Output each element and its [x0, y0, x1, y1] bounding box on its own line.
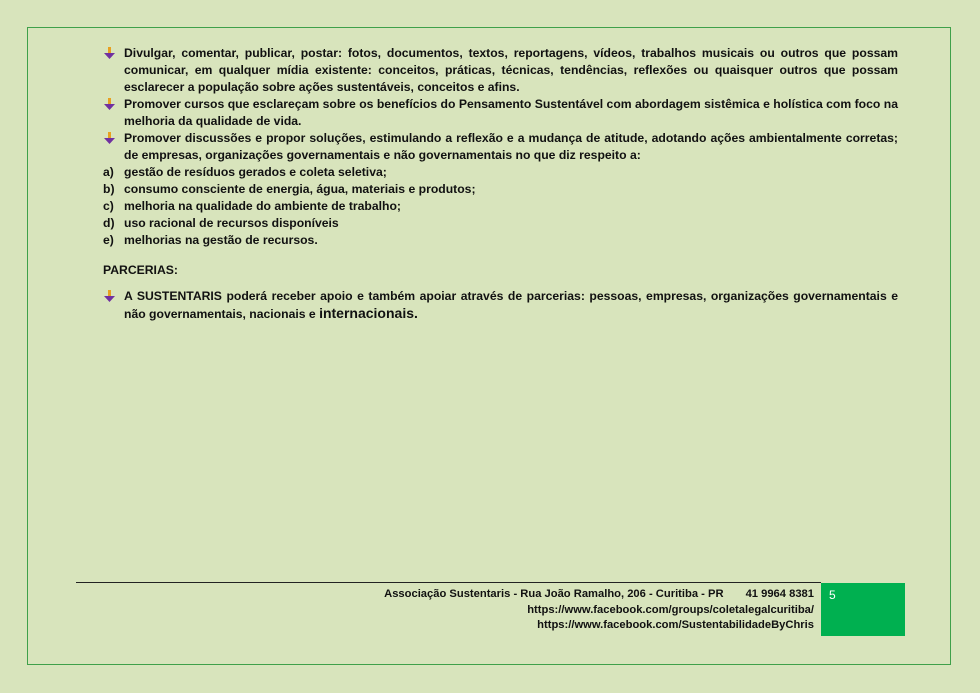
footer-divider	[76, 582, 821, 583]
bullet-item	[103, 288, 898, 323]
arrow-bullet-icon	[103, 132, 116, 145]
bullet-item	[103, 96, 898, 130]
footer-link-group[interactable]: https://www.facebook.com/groups/coletalegalcuritiba/	[527, 603, 814, 616]
page-number-box	[821, 583, 905, 636]
list-text: melhorias na gestão de recursos.	[124, 233, 318, 247]
list-item	[103, 215, 898, 232]
list-text: consumo consciente de energia, água, materiais e produtos;	[124, 182, 476, 196]
list-letter: e)	[103, 233, 114, 247]
list-item	[103, 232, 898, 249]
list-text: melhoria na qualidade do ambiente de trabalho;	[124, 199, 401, 213]
footer-address: Associação Sustentaris - Rua João Ramalho, 206 - Curitiba - PR	[384, 588, 724, 600]
arrow-bullet-icon	[103, 290, 116, 303]
bullet-text-emphasis: internacionais.	[319, 305, 418, 321]
footer-link-page[interactable]: https://www.facebook.com/SustentabilidadeByChris	[537, 619, 814, 631]
footer	[384, 587, 814, 634]
arrow-bullet-icon	[103, 47, 116, 60]
bullet-item	[103, 45, 898, 96]
bullet-text: Promover discussões e propor soluções, estimulando a reflexão e a mudança de atitude, adotando ações ambientalmente corretas; de empresas, organizações governamentais e não governamentais no que diz respeito a:	[124, 131, 898, 162]
bullet-text: A SUSTENTARIS poderá receber apoio e também apoiar através de parcerias: pessoas, empresas, organizações governamentais e não governamentais, nacionais e	[124, 289, 898, 321]
list-letter: a)	[103, 165, 114, 179]
arrow-bullet-icon	[103, 98, 116, 111]
list-text: uso racional de recursos disponíveis	[124, 216, 339, 230]
list-text: gestão de resíduos gerados e coleta seletiva;	[124, 165, 387, 179]
bullet-text: Promover cursos que esclareçam sobre os benefícios do Pensamento Sustentável com abordagem sistêmica e holística com foco na melhoria da qualidade de vida.	[124, 97, 898, 128]
list-item	[103, 198, 898, 215]
list-letter: b)	[103, 182, 115, 196]
bullet-text: Divulgar, comentar, publicar, postar: fotos, documentos, textos, reportagens, vídeos, trabalhos musicais ou outros que possam comunicar, em qualquer mídia existente: conceitos, práticas, técnicas, tendências, reflexões ou quaisquer outros que possam esclarecer a população sobre ações sustentáveis, conceitos e afins.	[124, 46, 898, 94]
list-item	[103, 181, 898, 198]
sub-list	[103, 164, 898, 249]
section-heading: PARCERIAS:	[103, 263, 178, 277]
document-body	[103, 45, 898, 323]
list-letter: c)	[103, 199, 114, 213]
page-number: 5	[829, 588, 836, 602]
bullet-item	[103, 130, 898, 164]
list-item	[103, 164, 898, 181]
list-letter: d)	[103, 216, 115, 230]
footer-phone: 41 9964 8381	[745, 588, 814, 600]
